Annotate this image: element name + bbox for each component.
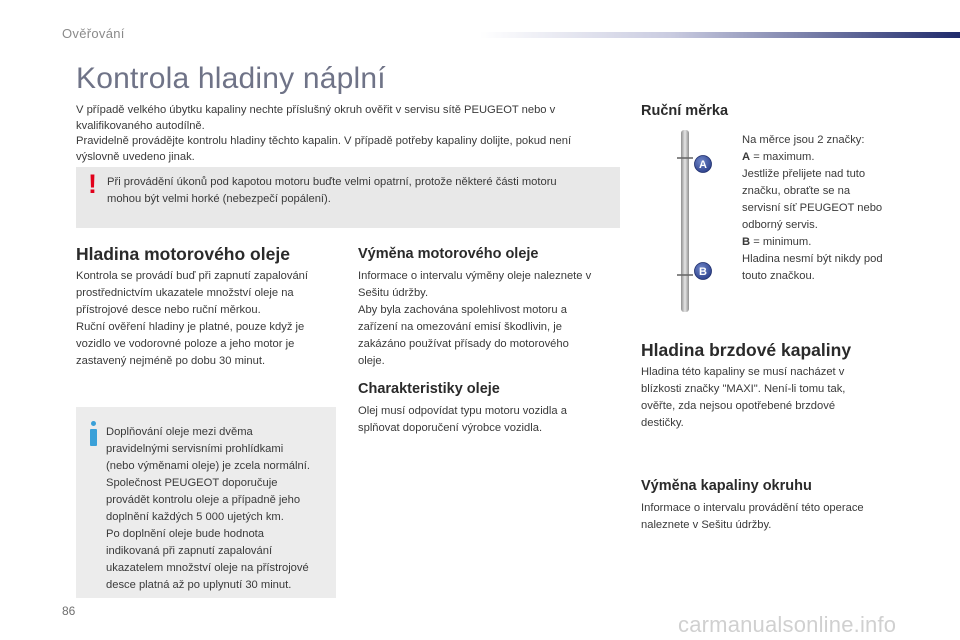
text-line: Jestliže přelijete nad tuto	[742, 168, 866, 180]
info-line: desce platná až po uplynutí 30 minut.	[106, 579, 292, 591]
section-label: Ověřování	[62, 26, 125, 41]
page-title: Kontrola hladiny náplní	[76, 62, 386, 95]
info-line: Po doplnění oleje bude hodnota	[106, 528, 265, 540]
text-line: Informace o intervalu výměny oleje naleznete v	[358, 270, 592, 282]
info-line: pravidelnými servisními prohlídkami	[106, 443, 284, 455]
mark-a-letter: A	[742, 151, 751, 163]
warning-line: Při provádění úkonů pod kapotou motoru buďte velmi opatrní, protože některé části motoru	[107, 176, 557, 188]
text-line: Hladina této kapaliny se musí nacházet v	[641, 366, 845, 378]
brake-text	[641, 364, 931, 432]
badge-b-label: B	[699, 266, 707, 278]
text-line: Sešitu údržby.	[358, 287, 429, 299]
text-line: destičky.	[641, 417, 684, 429]
oil-change-heading: Výměna motorového oleje	[358, 246, 539, 262]
exclamation-icon: !	[88, 169, 97, 199]
info-line: ukazatelem množství oleje na přístrojové	[106, 562, 309, 574]
oil-level-heading: Hladina motorového oleje	[76, 244, 290, 264]
intro-paragraph	[76, 103, 596, 165]
badge-a-label: A	[699, 159, 707, 171]
text-line: Olej musí odpovídat typu motoru vozidla a	[358, 405, 567, 417]
oil-level-text	[76, 268, 346, 370]
oil-change-text	[358, 268, 628, 370]
info-line: doplnění každých 5 000 ujetých km.	[106, 511, 284, 523]
intro-line: kvalifikovaného autodílně.	[76, 119, 205, 132]
info-box	[76, 407, 336, 598]
info-line: Společnost PEUGEOT doporučuje	[106, 477, 278, 489]
text-line: Hladina nesmí být nikdy pod	[742, 253, 883, 265]
mark-a-meaning: = maximum.	[750, 151, 815, 163]
mark-b-letter: B	[742, 236, 751, 248]
dipstick-illustration	[660, 130, 730, 315]
mark-b-meaning: = minimum.	[750, 236, 812, 248]
mark-a-row	[742, 149, 922, 166]
text-line: vozidlo ve vodorovné poloze a jeho motor je	[76, 338, 295, 350]
dipstick-intro: Na měrce jsou 2 značky:	[742, 134, 865, 146]
page-number: 86	[62, 604, 76, 618]
watermark: carmanualsonline.info	[678, 612, 897, 637]
info-line: Doplňování oleje mezi dvěma	[106, 426, 253, 438]
info-line: provádět kontrolu oleje a případně jeho	[106, 494, 301, 506]
dipstick-text	[742, 132, 922, 285]
intro-line: V případě velkého úbytku kapaliny nechte příslušný okruh ověřit v servisu sítě PEUGEOT nebo v	[76, 104, 556, 116]
brake-change-heading: Výměna kapaliny okruhu	[641, 478, 812, 494]
header-gradient-bar	[480, 32, 960, 38]
text-line: odborný servis.	[742, 219, 818, 231]
text-line: zakázáno používat přísady do motorového	[358, 338, 569, 350]
warning-line: mohou být velmi horké (nebezpečí popálení).	[107, 193, 331, 205]
text-line: přístrojové desce nebo ruční měrkou.	[76, 304, 261, 316]
info-line: indikovaná při zapnutí zapalování	[106, 545, 273, 557]
text-line: prostřednictvím ukazatele množství oleje na	[76, 287, 294, 299]
text-line: značku, obraťte se na	[742, 185, 851, 197]
warning-box	[76, 167, 620, 228]
oil-spec-heading: Charakteristiky oleje	[358, 381, 500, 397]
text-line: zastavený nejméně po dobu 30 minut.	[76, 355, 266, 367]
intro-line: výslovně uvedeno jinak.	[76, 150, 195, 163]
text-line: Ruční ověření hladiny je platné, pouze když je	[76, 321, 305, 333]
brake-change-text	[641, 500, 931, 534]
text-line: ověřte, zda nejsou opotřebené brzdové	[641, 400, 836, 412]
text-line: servisní síť PEUGEOT nebo	[742, 202, 883, 214]
info-line: (nebo výměnami oleje) je zcela normální.	[106, 460, 310, 472]
text-line: Kontrola se provádí buď při zapnutí zapalování	[76, 270, 309, 282]
warning-text	[107, 174, 612, 208]
oil-spec-text	[358, 403, 628, 437]
intro-line: Pravidelně provádějte kontrolu hladiny těchto kapalin. V případě potřeby kapaliny dolijte, pokud není	[76, 135, 572, 147]
text-line: Aby byla zachována spolehlivost motoru a	[358, 304, 567, 316]
brake-heading: Hladina brzdové kapaliny	[641, 340, 852, 360]
text-line: naleznete v Sešitu údržby.	[641, 519, 772, 531]
info-text	[106, 424, 332, 594]
text-line: blízkosti značky "MAXI". Není-li tomu tak,	[641, 383, 846, 395]
text-line: touto značkou.	[742, 270, 815, 282]
text-line: oleje.	[358, 355, 385, 367]
dipstick-heading: Ruční měrka	[641, 103, 729, 119]
mark-b-row	[742, 234, 922, 251]
text-line: Informace o intervalu provádění této operace	[641, 502, 864, 514]
text-line: zařízení na omezování emisí škodlivin, je	[358, 321, 562, 333]
text-line: splňovat doporučení výrobce vozidla.	[358, 422, 543, 434]
